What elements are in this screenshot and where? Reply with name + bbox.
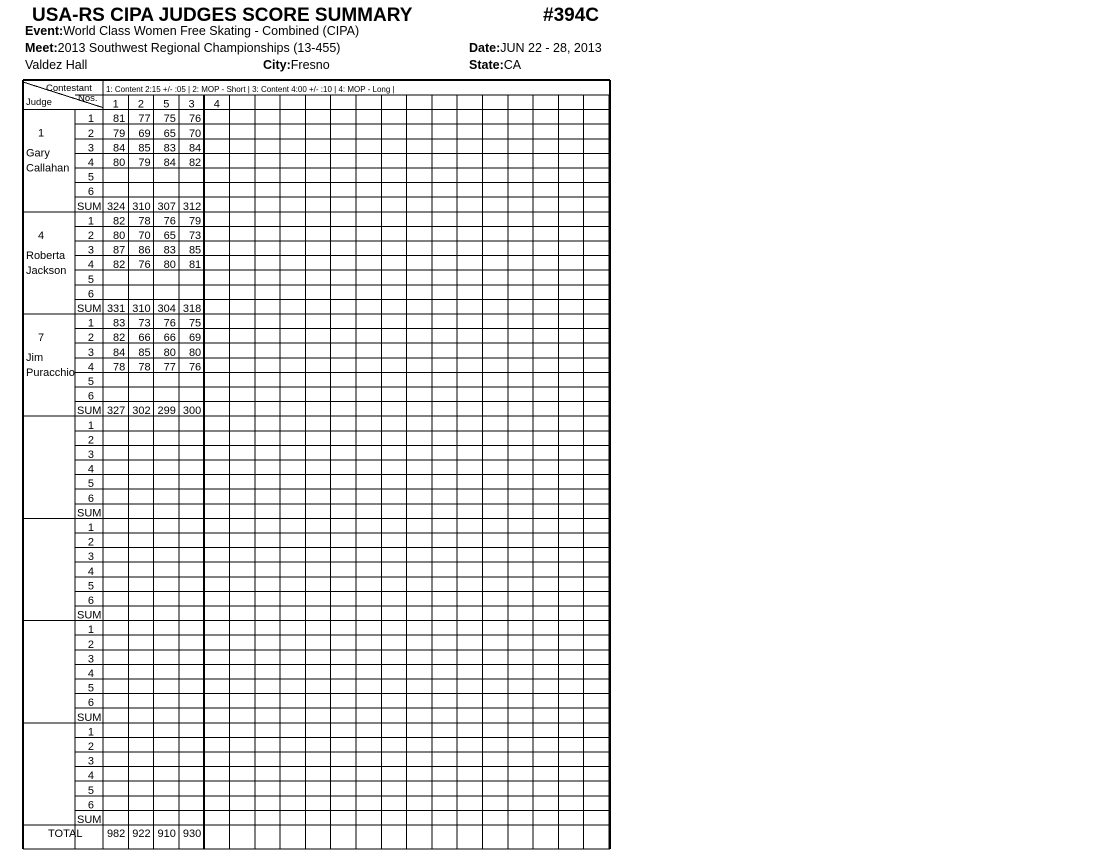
row-number: 1	[87, 113, 94, 126]
score-cell: 76	[138, 259, 151, 272]
row-number: 1	[87, 522, 94, 534]
row-number: 2	[87, 332, 94, 345]
judge-first-name: Gary	[26, 147, 50, 160]
judge-last-name: Callahan	[26, 162, 70, 175]
score-cell: 79	[113, 127, 126, 140]
sum-cell: 310	[132, 303, 151, 315]
sum-cell: 327	[106, 405, 126, 418]
sum-cell: 302	[132, 405, 151, 418]
event-label: Event:	[25, 24, 64, 38]
row-number: 4	[87, 259, 94, 272]
score-cell: 78	[138, 215, 151, 228]
score-cell: 76	[188, 113, 202, 126]
judge-last-name: Puracchio	[26, 367, 75, 379]
score-cell: 73	[188, 230, 202, 242]
score-cell: 66	[138, 332, 151, 345]
judge-label: Judge	[26, 97, 52, 108]
judge-last-name: Jackson	[26, 264, 67, 277]
date-value: JUN 22 - 28, 2013	[500, 41, 602, 55]
row-number: 2	[87, 127, 94, 140]
meet-label: Meet:	[25, 41, 58, 55]
sum-cell: 331	[106, 303, 126, 315]
total-cell: 922	[132, 828, 151, 840]
judge-number: 4	[37, 229, 45, 242]
row-number: 1	[87, 419, 94, 432]
state-label: State:	[469, 58, 504, 72]
score-cell: 85	[138, 142, 151, 155]
row-number: 4	[87, 565, 94, 578]
document-title: USA-RS CIPA JUDGES SCORE SUMMARY	[32, 5, 413, 26]
sum-cell: 307	[157, 200, 176, 213]
judge-number: 7	[37, 332, 45, 344]
event-legend: 1: Content 2:15 +/- :05 | 2: MOP - Short | 3: Content 4:00 +/- :10 | 4: MOP - Long |	[106, 85, 395, 94]
row-number: 3	[87, 755, 94, 768]
score-cell: 73	[138, 317, 151, 330]
row-number: 3	[87, 244, 94, 257]
row-number: 4	[87, 668, 94, 680]
row-number: 2	[87, 741, 94, 753]
total-cell: 930	[182, 828, 202, 840]
score-cell: 66	[163, 332, 176, 345]
state-value: CA	[503, 58, 522, 72]
sum-cell: 304	[157, 303, 176, 315]
sum-label: SUM	[77, 711, 102, 724]
sum-label: SUM	[77, 405, 102, 418]
score-cell: 82	[113, 332, 126, 345]
score-cell: 84	[113, 346, 126, 359]
score-cell: 77	[138, 113, 151, 126]
row-number: 5	[87, 784, 94, 797]
score-cell: 69	[138, 127, 151, 140]
row-number: 3	[87, 346, 94, 359]
row-number: 2	[87, 536, 94, 549]
score-cell: 80	[113, 157, 126, 169]
sum-cell: 299	[157, 405, 176, 418]
row-number: 5	[87, 682, 94, 695]
score-cell: 65	[163, 127, 176, 140]
row-number: 6	[87, 697, 94, 710]
row-number: 1	[87, 215, 94, 228]
row-number: 3	[87, 142, 94, 155]
row-number: 6	[87, 186, 94, 199]
row-number: 1	[87, 624, 94, 637]
row-number: 4	[87, 770, 94, 783]
row-number: 3	[87, 551, 94, 564]
sum-cell: 300	[182, 405, 202, 418]
score-cell: 75	[163, 113, 176, 126]
nos-label: Nos.	[78, 93, 98, 104]
row-number: 5	[87, 273, 94, 286]
score-cell: 81	[188, 259, 202, 272]
row-number: 5	[87, 478, 94, 491]
judge-number: 1	[37, 127, 45, 140]
score-cell: 78	[113, 361, 126, 374]
row-number: 2	[87, 434, 94, 447]
score-cell: 78	[138, 361, 151, 374]
score-cell: 70	[138, 230, 151, 242]
sum-label: SUM	[77, 303, 102, 315]
city-label: City:	[263, 58, 291, 72]
contestant-number: 4	[213, 98, 220, 111]
row-number: 4	[87, 463, 94, 476]
row-number: 6	[87, 390, 94, 403]
score-cell: 84	[188, 142, 202, 155]
document-number: #394C	[543, 5, 599, 26]
score-cell: 80	[113, 230, 126, 242]
score-cell: 76	[163, 317, 176, 330]
venue: Valdez Hall	[25, 58, 88, 72]
score-cell: 82	[113, 215, 126, 228]
row-number: 6	[87, 492, 94, 505]
score-cell: 87	[113, 244, 126, 257]
sum-cell: 312	[182, 200, 202, 213]
judge-first-name: Roberta	[26, 249, 66, 262]
row-number: 4	[87, 361, 94, 374]
row-number: 5	[87, 580, 94, 593]
score-cell: 80	[163, 346, 176, 359]
date-label: Date:	[469, 41, 501, 55]
score-cell: 85	[138, 346, 151, 359]
row-number: 5	[87, 171, 94, 184]
score-cell: 80	[188, 346, 202, 359]
judge-first-name: Jim	[26, 352, 44, 364]
total-label: TOTAL	[48, 828, 83, 840]
score-cell: 82	[113, 259, 126, 272]
score-cell: 65	[163, 230, 176, 242]
contestant-label: Contestant	[46, 83, 92, 94]
sum-cell: 310	[132, 200, 151, 213]
contestant-number: 2	[137, 98, 145, 111]
sum-label: SUM	[77, 200, 102, 213]
score-cell: 81	[113, 113, 126, 126]
score-cell: 76	[188, 361, 202, 374]
row-number: 2	[87, 230, 94, 242]
contestant-number: 5	[163, 98, 170, 111]
row-number: 2	[87, 638, 94, 651]
total-cell: 982	[106, 828, 126, 840]
contestant-number: 3	[188, 98, 195, 111]
score-cell: 83	[163, 142, 176, 155]
total-cell: 910	[157, 828, 176, 840]
row-number: 5	[87, 376, 94, 388]
score-cell: 70	[188, 127, 202, 140]
score-cell: 77	[163, 361, 176, 374]
score-cell: 84	[163, 157, 176, 169]
city-value: Fresno	[290, 58, 330, 72]
row-number: 6	[87, 288, 94, 301]
row-number: 6	[87, 595, 94, 607]
score-cell: 83	[113, 317, 126, 330]
score-cell: 69	[188, 332, 202, 345]
sum-label: SUM	[77, 507, 102, 520]
sum-label: SUM	[77, 814, 102, 826]
score-cell: 76	[163, 215, 176, 228]
row-number: 6	[87, 799, 94, 812]
score-cell: 83	[163, 244, 176, 257]
contestant-number: 1	[112, 98, 119, 111]
row-number: 3	[87, 449, 94, 461]
sum-label: SUM	[77, 609, 102, 622]
row-number: 3	[87, 653, 94, 666]
meet-value: 2013 Southwest Regional Championships (13-455)	[57, 41, 341, 55]
score-cell: 86	[138, 244, 151, 257]
score-cell: 82	[188, 157, 202, 169]
score-cell: 80	[163, 259, 176, 272]
score-cell: 79	[188, 215, 202, 228]
sum-cell: 318	[182, 303, 202, 315]
row-number: 1	[87, 726, 94, 739]
score-cell: 75	[188, 317, 202, 330]
sum-cell: 324	[106, 200, 126, 213]
row-number: 4	[87, 157, 94, 169]
score-cell: 84	[113, 142, 126, 155]
score-cell: 85	[188, 244, 202, 257]
row-number: 1	[87, 317, 94, 330]
score-cell: 79	[138, 157, 151, 169]
event-value: World Class Women Free Skating - Combined (CIPA)	[63, 24, 360, 38]
